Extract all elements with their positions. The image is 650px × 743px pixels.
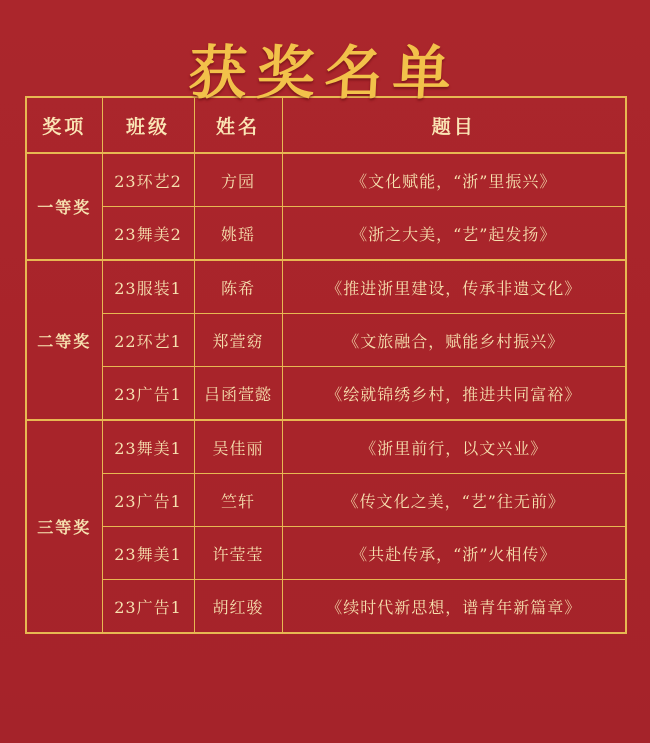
topic-cell: 《浙里前行，以文兴业》 — [282, 420, 626, 474]
prize-cell: 三等奖 — [26, 420, 102, 633]
column-header-name: 姓名 — [194, 97, 282, 153]
column-header-topic: 题目 — [282, 97, 626, 153]
table-row — [26, 153, 626, 207]
name-cell: 郑萱窈 — [194, 314, 282, 367]
topic-cell: 《传文化之美，“艺”往无前》 — [282, 474, 626, 527]
table-row — [26, 474, 626, 527]
prize-cell: 二等奖 — [26, 260, 102, 420]
name-cell: 姚瑶 — [194, 207, 282, 261]
page-title: 获奖名单 — [186, 39, 463, 107]
class-cell: 23广告1 — [102, 474, 194, 527]
name-cell: 胡红骏 — [194, 580, 282, 634]
topic-cell: 《续时代新思想，谱青年新篇章》 — [282, 580, 626, 634]
page-title-container — [0, 0, 650, 107]
name-cell: 方园 — [194, 153, 282, 207]
name-cell: 陈希 — [194, 260, 282, 314]
table-row — [26, 580, 626, 634]
class-cell: 23广告1 — [102, 367, 194, 421]
table-row — [26, 207, 626, 261]
topic-cell: 《推进浙里建设，传承非遗文化》 — [282, 260, 626, 314]
table-row — [26, 420, 626, 474]
footer-spacer — [0, 634, 650, 694]
topic-cell: 《共赴传承，“浙”火相传》 — [282, 527, 626, 580]
topic-cell: 《文旅融合，赋能乡村振兴》 — [282, 314, 626, 367]
prize-cell: 一等奖 — [26, 153, 102, 260]
award-table-container — [0, 96, 650, 634]
name-cell: 吕函萱懿 — [194, 367, 282, 421]
class-cell: 23服装1 — [102, 260, 194, 314]
name-cell: 竺轩 — [194, 474, 282, 527]
class-cell: 23广告1 — [102, 580, 194, 634]
column-header-prize: 奖项 — [26, 97, 102, 153]
class-cell: 23环艺2 — [102, 153, 194, 207]
class-cell: 23舞美2 — [102, 207, 194, 261]
topic-cell: 《绘就锦绣乡村，推进共同富裕》 — [282, 367, 626, 421]
topic-cell: 《浙之大美，“艺”起发扬》 — [282, 207, 626, 261]
topic-cell: 《文化赋能，“浙”里振兴》 — [282, 153, 626, 207]
table-row — [26, 314, 626, 367]
class-cell: 23舞美1 — [102, 420, 194, 474]
name-cell: 许莹莹 — [194, 527, 282, 580]
table-row — [26, 527, 626, 580]
table-row — [26, 260, 626, 314]
name-cell: 吴佳丽 — [194, 420, 282, 474]
class-cell: 23舞美1 — [102, 527, 194, 580]
award-table — [25, 96, 627, 634]
table-row — [26, 367, 626, 421]
class-cell: 22环艺1 — [102, 314, 194, 367]
column-header-class: 班级 — [102, 97, 194, 153]
